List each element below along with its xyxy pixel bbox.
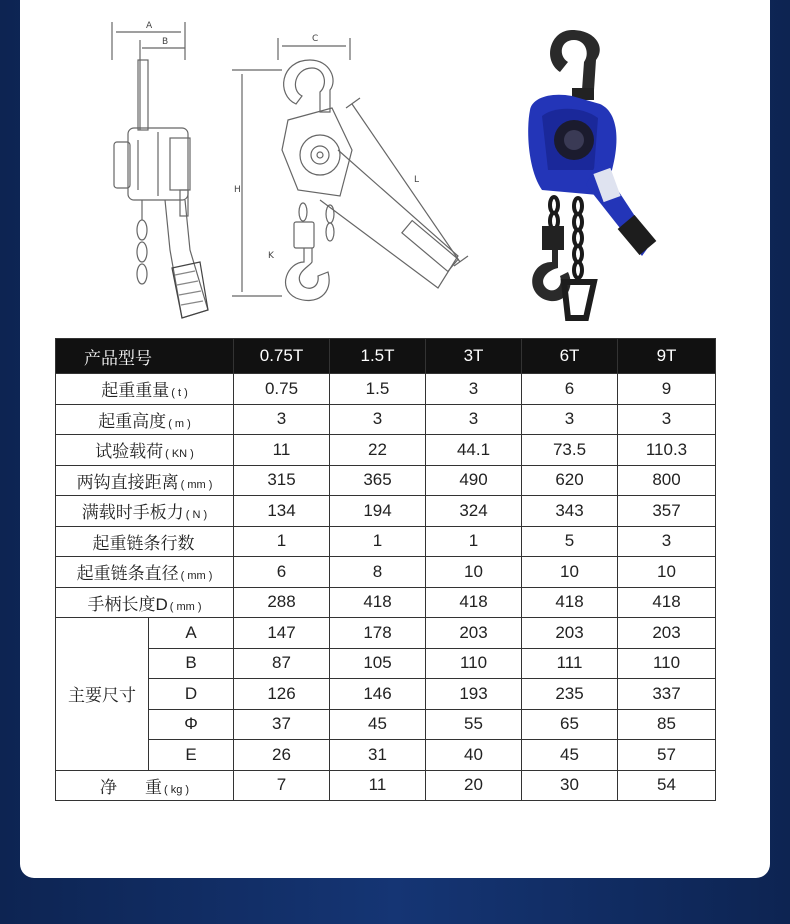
row-label: 试验载荷 ( KN )	[56, 435, 234, 466]
cell: 126	[234, 679, 330, 710]
cell: 194	[330, 496, 426, 527]
table-row	[56, 587, 716, 618]
row-label: 手柄长度D ( mm )	[56, 587, 234, 618]
cell: 203	[618, 618, 716, 649]
cell: 110	[618, 648, 716, 679]
cell: 620	[522, 465, 618, 496]
cell: 418	[618, 587, 716, 618]
row-label: 满载时手板力 ( N )	[56, 496, 234, 527]
cell: 365	[330, 465, 426, 496]
cell: 3	[426, 404, 522, 435]
dimensions-group-label: 主要尺寸	[56, 618, 149, 771]
table-row	[56, 557, 716, 588]
cell: 3	[618, 526, 716, 557]
row-label: 两钩直接距离 ( mm )	[56, 465, 234, 496]
cell: 147	[234, 618, 330, 649]
cell: 73.5	[522, 435, 618, 466]
cell: 1	[426, 526, 522, 557]
cell: 1	[330, 526, 426, 557]
table-row	[56, 618, 716, 649]
spec-table	[55, 338, 716, 801]
dim-a-label: A	[146, 21, 153, 31]
cell: 105	[330, 648, 426, 679]
cell: 54	[618, 770, 716, 801]
cell: 235	[522, 679, 618, 710]
cell: 55	[426, 709, 522, 740]
cell: 40	[426, 740, 522, 771]
cell: 1	[234, 526, 330, 557]
cell: 20	[426, 770, 522, 801]
cell: 57	[618, 740, 716, 771]
cell: 30	[522, 770, 618, 801]
cell: 3	[426, 374, 522, 405]
cell: 87	[234, 648, 330, 679]
cell: 85	[618, 709, 716, 740]
header-model: 6T	[522, 339, 618, 374]
cell: 65	[522, 709, 618, 740]
cell: 44.1	[426, 435, 522, 466]
dim-label: B	[149, 648, 234, 679]
cell: 111	[522, 648, 618, 679]
cell: 10	[618, 557, 716, 588]
cell: 1.5	[330, 374, 426, 405]
header-model: 9T	[618, 339, 716, 374]
cell: 418	[522, 587, 618, 618]
cell: 3	[330, 404, 426, 435]
cell: 343	[522, 496, 618, 527]
table-row	[56, 435, 716, 466]
table-row	[56, 679, 716, 710]
cell: 37	[234, 709, 330, 740]
cell: 10	[426, 557, 522, 588]
table-row	[56, 709, 716, 740]
cell: 134	[234, 496, 330, 527]
cell: 6	[234, 557, 330, 588]
header-model: 0.75T	[234, 339, 330, 374]
cell: 26	[234, 740, 330, 771]
cell: 31	[330, 740, 426, 771]
cell: 178	[330, 618, 426, 649]
table-row	[56, 526, 716, 557]
table-row	[56, 374, 716, 405]
cell: 315	[234, 465, 330, 496]
dim-label: Φ	[149, 709, 234, 740]
cell: 110	[426, 648, 522, 679]
cell: 357	[618, 496, 716, 527]
net-weight-label: 净 重 ( kg )	[56, 770, 234, 801]
cell: 9	[618, 374, 716, 405]
cell: 6	[522, 374, 618, 405]
table-row	[56, 404, 716, 435]
header-model: 1.5T	[330, 339, 426, 374]
cell: 288	[234, 587, 330, 618]
dim-label: E	[149, 740, 234, 771]
header-model: 3T	[426, 339, 522, 374]
dim-label: D	[149, 679, 234, 710]
dim-label: A	[149, 618, 234, 649]
cell: 7	[234, 770, 330, 801]
table-row	[56, 496, 716, 527]
cell: 3	[234, 404, 330, 435]
dim-c-label: C	[312, 34, 319, 44]
table-header-row	[56, 339, 716, 374]
cell: 11	[234, 435, 330, 466]
cell: 45	[330, 709, 426, 740]
cell: 3	[522, 404, 618, 435]
header-model-label: 产品型号	[56, 339, 234, 374]
cell: 11	[330, 770, 426, 801]
dim-b-label: B	[162, 37, 169, 47]
cell: 5	[522, 526, 618, 557]
cell: 22	[330, 435, 426, 466]
table-row	[56, 648, 716, 679]
cell: 337	[618, 679, 716, 710]
table-row	[56, 465, 716, 496]
cell: 8	[330, 557, 426, 588]
cell: 203	[426, 618, 522, 649]
cell: 110.3	[618, 435, 716, 466]
cell: 418	[426, 587, 522, 618]
cell: 0.75	[234, 374, 330, 405]
cell: 45	[522, 740, 618, 771]
cell: 324	[426, 496, 522, 527]
cell: 3	[618, 404, 716, 435]
cell: 418	[330, 587, 426, 618]
dim-h-label: H	[234, 185, 241, 195]
lever-hoist-photo	[502, 20, 662, 325]
cell: 146	[330, 679, 426, 710]
table-row	[56, 770, 716, 801]
cell: 490	[426, 465, 522, 496]
row-label: 起重链条行数	[56, 526, 234, 557]
cell: 10	[522, 557, 618, 588]
cell: 203	[522, 618, 618, 649]
cell: 193	[426, 679, 522, 710]
content-card	[20, 0, 770, 878]
row-label: 起重链条直径 ( mm )	[56, 557, 234, 588]
table-row	[56, 740, 716, 771]
row-label: 起重重量 ( t )	[56, 374, 234, 405]
cell: 800	[618, 465, 716, 496]
dim-k-label: K	[268, 251, 274, 261]
dim-l-label: L	[414, 175, 420, 185]
row-label: 起重高度 ( m )	[56, 404, 234, 435]
